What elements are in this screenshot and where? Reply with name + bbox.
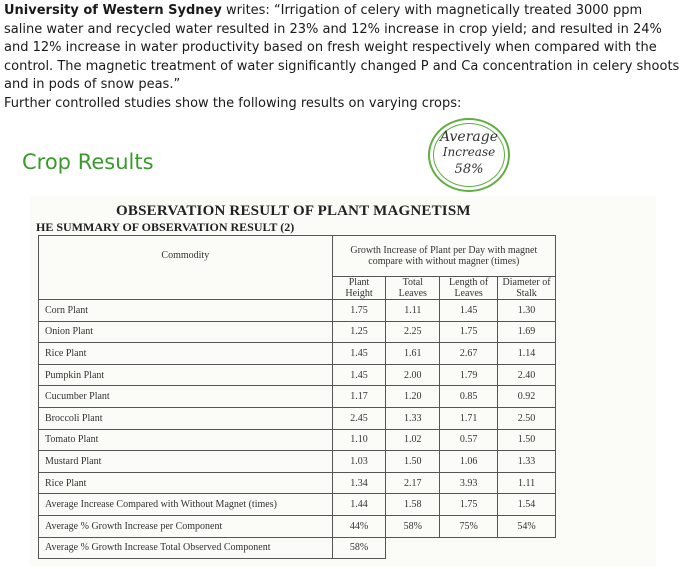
table-title: OBSERVATION RESULT OF PLANT MAGNETISM: [116, 203, 471, 219]
value-cell: 2.25: [386, 321, 440, 343]
value-cell: 1.71: [440, 407, 498, 429]
commodity-cell: Tomato Plant: [39, 429, 333, 451]
table-row: [39, 386, 556, 408]
table-row: [39, 343, 556, 365]
further-text: Further controlled studies show the following results on varying crops:: [4, 95, 462, 111]
commodity-cell: Average % Growth Increase per Component: [39, 515, 333, 537]
table-row: [39, 407, 556, 429]
value-cell: 1.44: [332, 494, 386, 516]
intro-text: [4, 2, 680, 113]
value-cell: 1.06: [440, 451, 498, 473]
table-total-row: [39, 537, 556, 559]
col-header-total-leaves: Total Leaves: [386, 277, 440, 300]
value-cell: 1.79: [440, 364, 498, 386]
commodity-cell: Average Increase Compared with Without Magnet (times): [39, 494, 333, 516]
value-cell: 3.93: [440, 472, 498, 494]
value-cell: 1.34: [332, 472, 386, 494]
value-cell: 54%: [498, 515, 556, 537]
average-increase-badge: [428, 118, 510, 192]
commodity-cell: Broccoli Plant: [39, 407, 333, 429]
value-cell: 1.54: [498, 494, 556, 516]
badge-inner-ring: [433, 123, 505, 187]
commodity-cell: Onion Plant: [39, 321, 333, 343]
value-cell: 1.45: [332, 343, 386, 365]
badge-line-2: Increase: [442, 145, 496, 159]
col-header-plant-height: Plant Height: [332, 277, 386, 300]
value-cell: 1.02: [386, 429, 440, 451]
commodity-cell: Mustard Plant: [39, 451, 333, 473]
badge-line-3: 58%: [454, 162, 484, 177]
value-cell: 1.58: [386, 494, 440, 516]
badge-line-1: Average: [439, 129, 499, 145]
value-cell: 58%: [386, 515, 440, 537]
value-cell: 1.10: [332, 429, 386, 451]
table-row: [39, 429, 556, 451]
table-row: [39, 364, 556, 386]
col-header-length-of-leaves: Length of Leaves: [440, 277, 498, 300]
value-cell: 1.45: [332, 364, 386, 386]
value-cell: 2.45: [332, 407, 386, 429]
value-cell: 1.61: [386, 343, 440, 365]
source-quote: writes: “Irrigation of celery with magnetically treated 3000 ppm saline water and recycled water resulted in 23% and 12% increase in crop yield; and resulted in 24% and 12% increase in water productivity based on fresh weight respectively when compared with the control. The magnetic treatment of water significantly changed P and Ca concentration in celery shoots and in pods of snow peas.”: [4, 3, 680, 92]
value-cell: 1.69: [498, 321, 556, 343]
table-row: [39, 494, 556, 516]
value-cell: 44%: [332, 515, 386, 537]
value-cell: 1.25: [332, 321, 386, 343]
table-row: [39, 321, 556, 343]
source-name: University of Western Sydney: [4, 3, 222, 18]
value-cell: 1.20: [386, 386, 440, 408]
table-subtitle: HE SUMMARY OF OBSERVATION RESULT (2): [36, 220, 295, 234]
commodity-cell: Average % Growth Increase Total Observed Component: [39, 537, 333, 559]
value-cell: 1.50: [386, 451, 440, 473]
value-cell: 1.14: [498, 343, 556, 365]
value-cell: 1.11: [498, 472, 556, 494]
value-cell: 1.75: [440, 494, 498, 516]
value-cell: 2.50: [498, 407, 556, 429]
group-header: Growth Increase of Plant per Day with magnet compare with without magner (times): [332, 236, 555, 277]
value-cell: 1.17: [332, 386, 386, 408]
value-cell: 0.85: [440, 386, 498, 408]
value-cell: 75%: [440, 515, 498, 537]
value-cell: 2.40: [498, 364, 556, 386]
table-row: [39, 451, 556, 473]
observation-table: [38, 235, 556, 559]
commodity-header: Commodity: [39, 236, 333, 300]
value-cell: 1.45: [440, 300, 498, 322]
value-cell: 1.11: [386, 300, 440, 322]
table-row: [39, 472, 556, 494]
value-cell: 1.03: [332, 451, 386, 473]
value-cell: 1.33: [386, 407, 440, 429]
commodity-cell: Rice Plant: [39, 343, 333, 365]
crop-results-title: Crop Results: [22, 150, 154, 174]
value-cell: 0.92: [498, 386, 556, 408]
value-cell: 2.17: [386, 472, 440, 494]
value-cell: 2.67: [440, 343, 498, 365]
empty-cell: [386, 537, 556, 559]
table-header-row-1: [39, 236, 556, 277]
value-cell: 2.00: [386, 364, 440, 386]
commodity-cell: Corn Plant: [39, 300, 333, 322]
col-header-diameter-of-stalk: Diameter of Stalk: [498, 277, 556, 300]
value-cell: 0.57: [440, 429, 498, 451]
table-row: [39, 515, 556, 537]
commodity-cell: Cucumber Plant: [39, 386, 333, 408]
total-value-cell: 58%: [332, 537, 386, 559]
commodity-cell: Pumpkin Plant: [39, 364, 333, 386]
value-cell: 1.33: [498, 451, 556, 473]
value-cell: 1.75: [440, 321, 498, 343]
commodity-cell: Rice Plant: [39, 472, 333, 494]
value-cell: 1.50: [498, 429, 556, 451]
table-row: [39, 300, 556, 322]
value-cell: 1.75: [332, 300, 386, 322]
value-cell: 1.30: [498, 300, 556, 322]
